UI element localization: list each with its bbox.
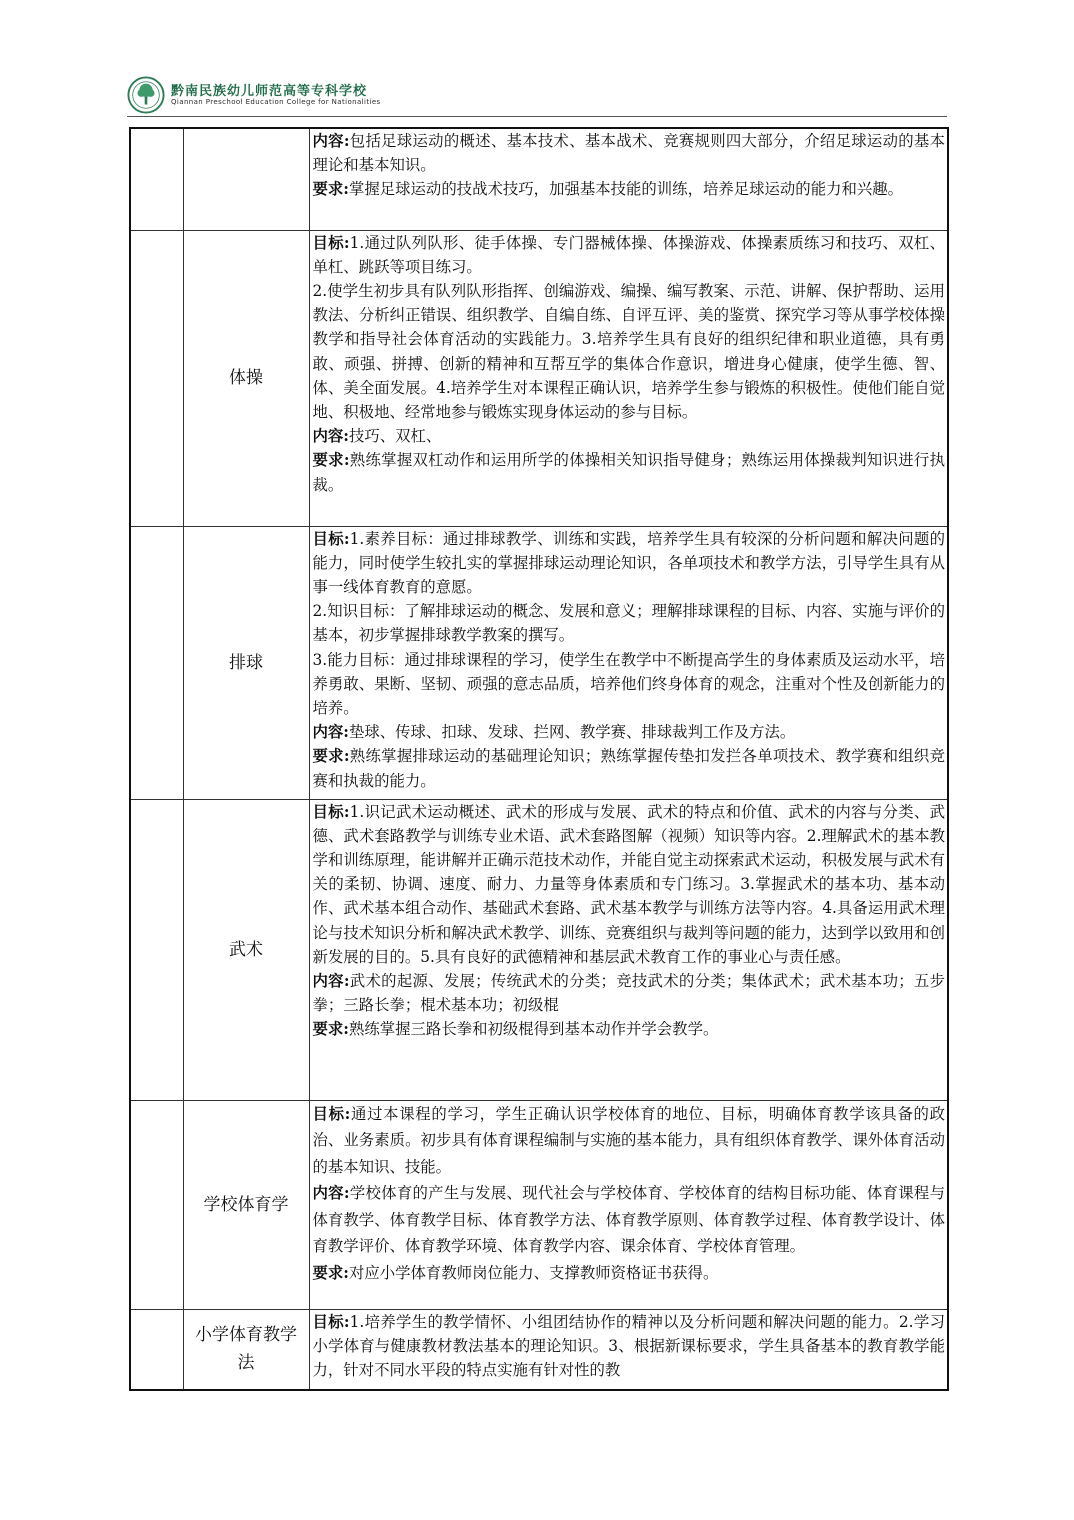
course-row — [130, 128, 948, 230]
description-paragraph — [313, 279, 946, 424]
course-description — [309, 128, 948, 230]
section-label: 内容: — [312, 723, 349, 742]
course-name: 学校体育学 — [183, 1100, 309, 1309]
section-label: 要求: — [312, 1263, 349, 1282]
category-cell — [130, 799, 183, 1100]
page-header — [127, 74, 947, 116]
section-label: 要求: — [312, 747, 350, 766]
course-name: 排球 — [183, 526, 309, 799]
section-text: 2.使学生初步具有队列队形指挥、创编游戏、编操、编写教案、示范、讲解、保护帮助、运用教法、分析纠正错误、组织教学、自编自练、自评互评、美的鉴赏、探究学习等从事学校体操教学和指导社会体育活动的实践能力。3.培养学生具有良好的组织纪律和职业道德，具有勇敢、顽强、拼搏、创新的精神和互帮互学的集体合作意识，增进身心健康，使学生德、智、体、美全面发展。4.培养学生对本课程正确认识，培养学生参与锻炼的积极性。使他们能自觉地、积极地、经常地参与锻炼实现身体运动的参与目标。 — [312, 281, 945, 421]
section-label: 内容: — [312, 971, 350, 990]
description-paragraph — [313, 527, 946, 600]
school-emblem-icon — [127, 76, 165, 114]
course-description — [309, 799, 948, 1100]
section-text: 1.通过队列队形、徒手体操、专门器械体操、体操游戏、体操素质练习和技巧、双杠、单杠、跳跃等项目练习。 — [312, 233, 945, 276]
course-description — [309, 1100, 948, 1309]
course-table — [129, 127, 949, 1391]
section-label: 要求: — [312, 1020, 349, 1039]
description-paragraph — [313, 744, 946, 792]
section-text: 熟练掌握双杠动作和运用所学的体操相关知识指导健身；熟练运用体操裁判知识进行执裁。 — [312, 451, 945, 494]
section-label: 目标: — [312, 1312, 350, 1331]
section-label: 内容: — [312, 427, 349, 446]
section-text: 通过本课程的学习，学生正确认识学校体育的地位、目标，明确体育教学该具备的政治、业务素质。初步具有体育课程编制与实施的基本能力，具有组织体育教学、课外体育活动的基本知识、技能。 — [312, 1104, 945, 1176]
course-description — [309, 1309, 948, 1390]
course-row — [130, 1100, 948, 1309]
course-description — [309, 526, 948, 799]
description-paragraph — [313, 424, 946, 448]
description-paragraph — [313, 1101, 946, 1181]
section-label: 内容: — [312, 1184, 350, 1202]
section-label: 要求: — [312, 180, 349, 199]
course-name: 体操 — [183, 230, 309, 526]
description-paragraph — [313, 720, 946, 744]
description-paragraph — [313, 969, 946, 1017]
description-paragraph — [313, 448, 946, 496]
description-paragraph — [313, 648, 946, 721]
course-table-body — [130, 128, 948, 1390]
category-cell — [130, 230, 183, 526]
school-name-en: Qiannan Preschool Education College for Nationalities — [171, 98, 381, 106]
course-row — [130, 799, 948, 1100]
course-name: 小学体育教学法 — [183, 1309, 309, 1390]
section-text: 对应小学体育教师岗位能力、支撑教师资格证书获得。 — [348, 1263, 719, 1282]
course-row — [130, 230, 948, 526]
section-text: 垫球、传球、扣球、发球、拦网、教学赛、排球裁判工作及方法。 — [348, 723, 796, 742]
course-description — [309, 230, 948, 526]
course-name — [183, 128, 309, 230]
section-label: 目标: — [312, 233, 350, 252]
section-label: 内容: — [312, 132, 350, 150]
section-text: 1.素养目标：通过排球教学、训练和实践，培养学生具有较深的分析问题和解决问题的能力，同时使学生较扎实的掌握排球运动理论知识，各单项技术和教学方法，引导学生具有从事一线体育教育的意愿。 — [312, 529, 945, 596]
course-name: 武术 — [183, 799, 309, 1100]
section-label: 目标: — [312, 1104, 351, 1123]
category-cell — [130, 526, 183, 799]
description-paragraph — [313, 1017, 946, 1041]
section-text: 2.知识目标：了解排球运动的概念、发展和意义；理解排球课程的目标、内容、实施与评价的基本，初步掌握排球教学教案的撰写。 — [312, 602, 945, 645]
description-paragraph — [313, 129, 946, 177]
section-text: 熟练掌握三路长拳和初级棍得到基本动作并学会教学。 — [348, 1020, 719, 1039]
section-text: 学校体育的产生与发展、现代社会与学校体育、学校体育的结构目标功能、体育课程与体育教学、体育教学目标、体育教学方法、体育教学原则、体育教学过程、体育教学设计、体育教学评价、体育教学环境、体育教学内容、课余体育、学校体育管理。 — [312, 1184, 945, 1255]
school-name-cn: 黔南民族幼儿师范高等专科学校 — [171, 84, 368, 99]
section-label: 目标: — [312, 529, 350, 548]
section-text: 技巧、双杠、 — [348, 427, 442, 446]
category-cell — [130, 128, 183, 230]
section-label: 目标: — [312, 802, 350, 821]
category-cell — [130, 1309, 183, 1390]
section-text: 武术的起源、发展；传统武术的分类；竞技武术的分类；集体武术；武术基本功；五步拳；三路长拳；棍术基本功；初级棍 — [312, 971, 945, 1015]
course-row — [130, 1309, 948, 1390]
section-text: 3.能力目标：通过排球课程的学习，使学生在教学中不断提高学生的身体素质及运动水平，培养勇敢、果断、坚韧、顽强的意志品质，培养他们终身体育的观念，注重对个性及创新能力的培养。 — [312, 650, 945, 717]
description-paragraph — [313, 177, 946, 201]
section-text: 熟练掌握排球运动的基础理论知识；熟练掌握传垫扣发拦各单项技术、教学赛和组织竞赛和执裁的能力。 — [312, 747, 945, 790]
section-text: 1.识记武术运动概述、武术的形成与发展、武术的特点和价值、武术的内容与分类、武德、武术套路教学与训练专业术语、武术套路图解（视频）知识等内容。2.理解武术的基本教学和训练原理，能讲解并正确示范技术动作，并能自觉主动探索武术运动，积极发展与武术有关的柔韧、协调、速度、耐力、力量等身体素质和专门练习。3.掌握武术的基本功、基本动作、武术基本组合动作、基础武术套路、武术基本教学与训练方法等内容。4.具备运用武术理论与技术知识分析和解决武术教学、训练、竞赛组织与裁判等问题的能力，达到学以致用和创新发展的目的。5.具有良好的武德精神和基层武术教育工作的事业心与责任感。 — [312, 802, 945, 966]
section-text: 1.培养学生的教学情怀、小组团结协作的精神以及分析问题和解决问题的能力。2.学习小学体育与健康教材教法基本的理论知识。3、根据新课标要求，学生具备基本的教育教学能力，针对不同水平段的特点实施有针对性的教 — [312, 1312, 945, 1379]
section-text: 包括足球运动的概述、基本技术、基本战术、竞赛规则四大部分，介绍足球运动的基本理论和基本知识。 — [312, 132, 945, 175]
section-text: 掌握足球运动的技战术技巧，加强基本技能的训练，培养足球运动的能力和兴趣。 — [348, 180, 904, 199]
section-label: 要求: — [312, 451, 350, 470]
course-row — [130, 526, 948, 799]
category-cell — [130, 1100, 183, 1309]
description-paragraph — [313, 1310, 946, 1383]
description-paragraph — [313, 1260, 946, 1287]
description-paragraph — [313, 599, 946, 647]
description-paragraph — [313, 800, 946, 969]
header-divider — [127, 116, 947, 117]
description-paragraph — [313, 231, 946, 279]
description-paragraph — [313, 1180, 946, 1260]
